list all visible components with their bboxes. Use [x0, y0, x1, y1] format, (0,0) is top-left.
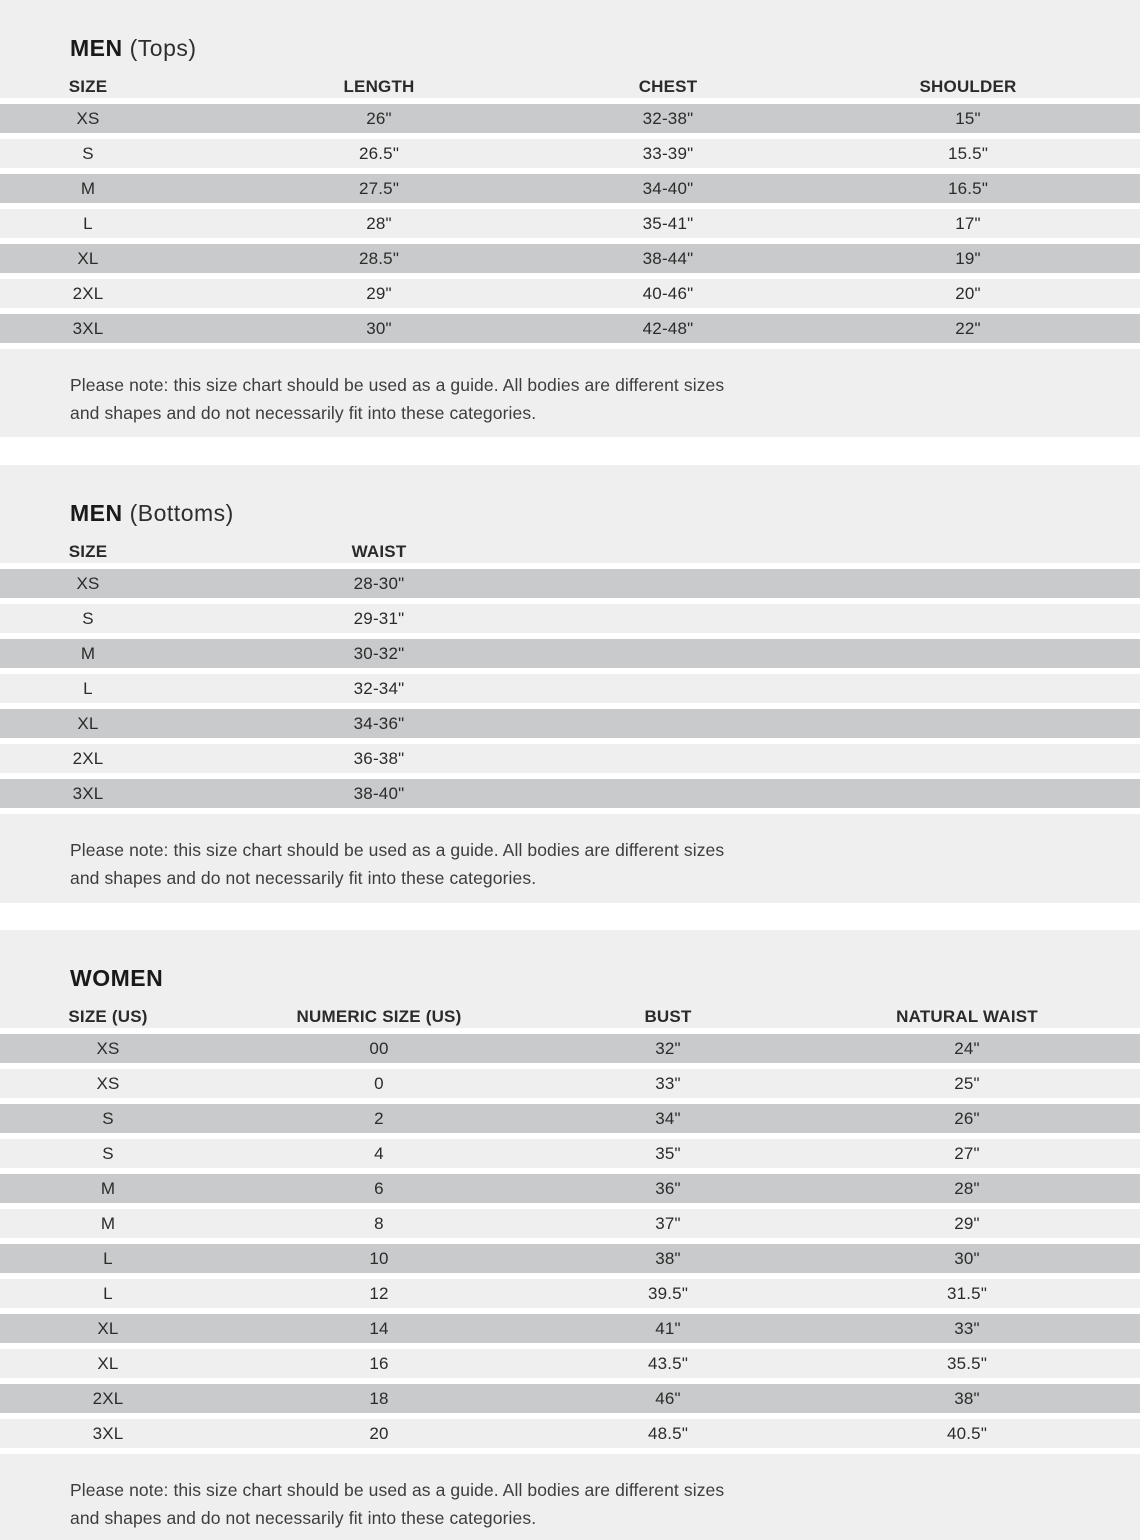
- table-cell: L: [83, 678, 93, 698]
- table-cell: 27.5": [358, 178, 400, 198]
- table-body: [0, 98, 1140, 349]
- men-bottoms-section: [0, 465, 1140, 903]
- table-cell: 16.5": [947, 178, 989, 198]
- table-row: [0, 314, 1140, 349]
- column-header: BUST: [644, 1007, 692, 1026]
- table-cell: 35.5": [946, 1353, 988, 1373]
- table-cell: 42-48": [642, 318, 694, 338]
- size-note-line: and shapes and do not necessarily fit into these categories.: [70, 403, 537, 423]
- size-note-line: Please note: this size chart should be used as a guide. All bodies are different sizes: [70, 1480, 725, 1500]
- table-cell: 34-36": [353, 713, 405, 733]
- table-row: [0, 1419, 1140, 1454]
- table-row: [0, 174, 1140, 209]
- table-cell: XS: [96, 1038, 120, 1058]
- table-cell: 20": [955, 283, 981, 303]
- table-cell: 40.5": [946, 1423, 988, 1443]
- women-table: [0, 1006, 1140, 1454]
- table-row: [0, 569, 1140, 604]
- table-cell: M: [100, 1213, 116, 1233]
- column-header: LENGTH: [343, 77, 415, 96]
- table-row: [0, 209, 1140, 244]
- column-header: NATURAL WAIST: [896, 1007, 1038, 1026]
- table-cell: 46": [655, 1388, 681, 1408]
- column-header: CHEST: [638, 77, 698, 96]
- table-body: [0, 1028, 1140, 1454]
- table-cell: 28": [366, 213, 392, 233]
- table-cell: 29-31": [353, 608, 405, 628]
- table-cell: 25": [954, 1073, 980, 1093]
- table-body: [0, 563, 1140, 814]
- table-cell: 28-30": [353, 573, 405, 593]
- section-title-sub: (Tops): [129, 35, 197, 61]
- table-cell: 38-40": [353, 783, 405, 803]
- table-cell: S: [102, 1143, 114, 1163]
- table-cell: 00: [369, 1038, 389, 1058]
- table-cell: 15.5": [947, 143, 989, 163]
- table-cell: 32-34": [353, 678, 405, 698]
- women-section: [0, 930, 1140, 1540]
- table-cell: 3XL: [72, 783, 104, 803]
- table-cell: 8: [374, 1213, 384, 1233]
- table-cell: 34": [655, 1108, 681, 1128]
- column-header: SIZE: [68, 542, 108, 561]
- table-cell: 35": [655, 1143, 681, 1163]
- table-cell: 0: [374, 1073, 384, 1093]
- section-title: [70, 499, 1140, 527]
- section-title-main: MEN: [70, 35, 123, 61]
- table-cell: 4: [374, 1143, 384, 1163]
- table-cell: M: [100, 1178, 116, 1198]
- table-row: [0, 1349, 1140, 1384]
- table-cell: XL: [77, 713, 99, 733]
- size-note-line: and shapes and do not necessarily fit into these categories.: [70, 868, 537, 888]
- table-row: [0, 104, 1140, 139]
- table-cell: 26": [954, 1108, 980, 1128]
- table-row: [0, 1034, 1140, 1069]
- size-note-line: Please note: this size chart should be used as a guide. All bodies are different sizes: [70, 840, 725, 860]
- section-title-sub: (Bottoms): [129, 500, 234, 526]
- section-divider: [0, 437, 1140, 465]
- table-row: [0, 779, 1140, 814]
- column-header: SHOULDER: [919, 77, 1017, 96]
- table-cell: 33": [954, 1318, 980, 1338]
- table-row: [0, 709, 1140, 744]
- table-cell: 20: [369, 1423, 389, 1443]
- table-cell: L: [103, 1283, 113, 1303]
- table-cell: 36-38": [353, 748, 405, 768]
- table-cell: 31.5": [946, 1283, 988, 1303]
- table-row: [0, 1384, 1140, 1419]
- table-cell: 36": [655, 1178, 681, 1198]
- table-cell: 22": [955, 318, 981, 338]
- table-cell: 38-44": [642, 248, 694, 268]
- table-cell: 15": [955, 108, 981, 128]
- table-cell: 37": [655, 1213, 681, 1233]
- table-cell: 3XL: [72, 318, 104, 338]
- table-cell: 27": [954, 1143, 980, 1163]
- size-note-line: Please note: this size chart should be used as a guide. All bodies are different sizes: [70, 375, 725, 395]
- table-row: [0, 674, 1140, 709]
- table-cell: 30-32": [353, 643, 405, 663]
- table-cell: 18: [369, 1388, 389, 1408]
- size-note: [70, 1476, 850, 1532]
- column-header: WAIST: [351, 542, 407, 561]
- table-header-row: [0, 1006, 1140, 1028]
- table-row: [0, 1314, 1140, 1349]
- section-title-main: MEN: [70, 500, 123, 526]
- table-cell: S: [82, 143, 94, 163]
- table-cell: 33-39": [642, 143, 694, 163]
- table-cell: 33": [655, 1073, 681, 1093]
- table-cell: 14: [369, 1318, 389, 1338]
- table-cell: XS: [96, 1073, 120, 1093]
- table-cell: 24": [954, 1038, 980, 1058]
- table-row: [0, 1244, 1140, 1279]
- table-cell: 30": [954, 1248, 980, 1268]
- table-cell: M: [80, 178, 96, 198]
- table-row: [0, 244, 1140, 279]
- table-cell: 28": [954, 1178, 980, 1198]
- table-cell: 35-41": [642, 213, 694, 233]
- section-title: [70, 34, 1140, 62]
- table-cell: XL: [77, 248, 99, 268]
- table-cell: 32-38": [642, 108, 694, 128]
- table-cell: 39.5": [647, 1283, 689, 1303]
- table-row: [0, 1069, 1140, 1104]
- table-cell: L: [83, 213, 93, 233]
- table-row: [0, 1139, 1140, 1174]
- column-header: NUMERIC SIZE (US): [296, 1007, 462, 1026]
- table-cell: 29": [954, 1213, 980, 1233]
- table-header-row: [0, 76, 1140, 98]
- table-row: [0, 604, 1140, 639]
- table-cell: XL: [97, 1353, 119, 1373]
- table-cell: 2XL: [72, 283, 104, 303]
- table-cell: 43.5": [647, 1353, 689, 1373]
- table-row: [0, 639, 1140, 674]
- men-tops-table: [0, 76, 1140, 349]
- size-note: [70, 371, 850, 427]
- men-tops-section: [0, 0, 1140, 437]
- column-header: SIZE: [68, 77, 108, 96]
- table-row: [0, 1209, 1140, 1244]
- table-row: [0, 1279, 1140, 1314]
- table-cell: 17": [955, 213, 981, 233]
- column-header: SIZE (US): [68, 1007, 148, 1026]
- men-bottoms-table: [0, 541, 1140, 814]
- table-row: [0, 1174, 1140, 1209]
- table-header-row: [0, 541, 1140, 563]
- table-cell: 6: [374, 1178, 384, 1198]
- table-cell: 34-40": [642, 178, 694, 198]
- table-row: [0, 744, 1140, 779]
- table-row: [0, 1104, 1140, 1139]
- table-cell: 3XL: [92, 1423, 124, 1443]
- table-cell: XS: [76, 108, 100, 128]
- table-cell: 2XL: [92, 1388, 124, 1408]
- table-cell: 26": [366, 108, 392, 128]
- table-cell: 41": [655, 1318, 681, 1338]
- table-cell: 48.5": [647, 1423, 689, 1443]
- table-row: [0, 139, 1140, 174]
- table-cell: XL: [97, 1318, 119, 1338]
- table-cell: 2: [374, 1108, 384, 1128]
- size-note-line: and shapes and do not necessarily fit into these categories.: [70, 1508, 537, 1528]
- table-cell: XS: [76, 573, 100, 593]
- table-cell: M: [80, 643, 96, 663]
- section-divider: [0, 903, 1140, 930]
- table-cell: 28.5": [358, 248, 400, 268]
- section-title: [70, 964, 1140, 992]
- table-cell: S: [102, 1108, 114, 1128]
- table-cell: 30": [366, 318, 392, 338]
- table-cell: 2XL: [72, 748, 104, 768]
- table-cell: 38": [954, 1388, 980, 1408]
- table-cell: 19": [955, 248, 981, 268]
- table-row: [0, 279, 1140, 314]
- section-title-main: WOMEN: [70, 965, 164, 991]
- table-cell: 12: [369, 1283, 389, 1303]
- table-cell: L: [103, 1248, 113, 1268]
- size-note: [70, 836, 850, 892]
- table-cell: 40-46": [642, 283, 694, 303]
- table-cell: 16: [369, 1353, 389, 1373]
- table-cell: 38": [655, 1248, 681, 1268]
- table-cell: 26.5": [358, 143, 400, 163]
- table-cell: 10: [369, 1248, 389, 1268]
- table-cell: 29": [366, 283, 392, 303]
- table-cell: 32": [655, 1038, 681, 1058]
- table-cell: S: [82, 608, 94, 628]
